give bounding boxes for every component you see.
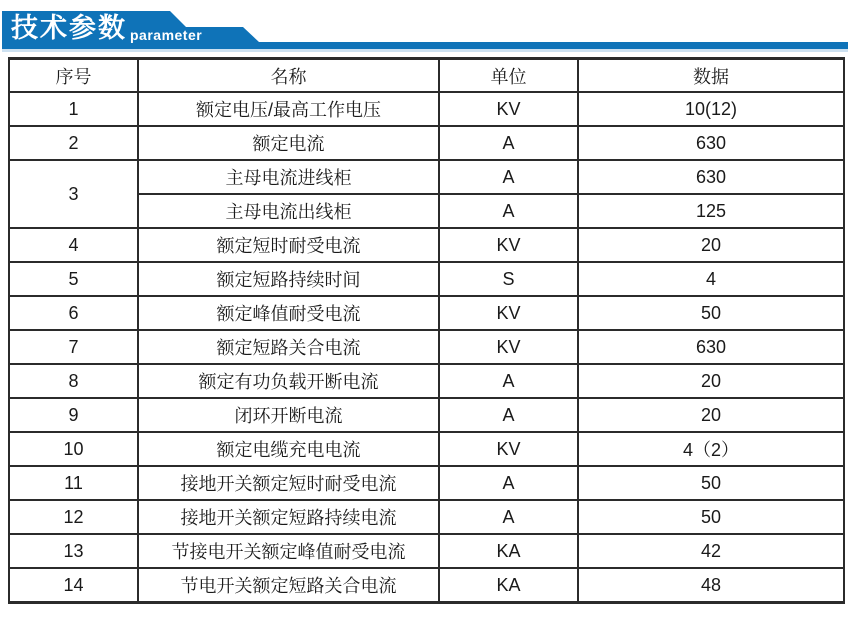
row-number-cell: 12: [9, 500, 138, 534]
row-number-cell: 4: [9, 228, 138, 262]
unit-cell: KA: [439, 534, 578, 568]
table-row: [9, 364, 844, 398]
row-number-cell: 11: [9, 466, 138, 500]
value-cell: 20: [578, 364, 844, 398]
row-number-cell: 9: [9, 398, 138, 432]
unit-cell: KV: [439, 296, 578, 330]
param-name-cell: 额定短路关合电流: [138, 330, 439, 364]
param-name-cell: 额定峰值耐受电流: [138, 296, 439, 330]
unit-cell: KV: [439, 432, 578, 466]
param-name-cell: 闭环开断电流: [138, 398, 439, 432]
banner-light-underline: [2, 49, 848, 52]
param-name-cell: 额定电缆充电电流: [138, 432, 439, 466]
header-cell-no: 序号: [9, 59, 138, 93]
table-row: [9, 92, 844, 126]
table-row: [9, 534, 844, 568]
row-number-cell: 8: [9, 364, 138, 398]
section-subtitle: parameter: [130, 27, 203, 43]
param-name-cell: 额定有功负载开断电流: [138, 364, 439, 398]
value-cell: 20: [578, 398, 844, 432]
unit-cell: A: [439, 398, 578, 432]
unit-cell: KV: [439, 92, 578, 126]
value-cell: 630: [578, 160, 844, 194]
header-cell-value: 数据: [578, 59, 844, 93]
technical-parameters-table: [8, 57, 845, 604]
table-row: [9, 432, 844, 466]
unit-cell: A: [439, 500, 578, 534]
value-cell: 4: [578, 262, 844, 296]
section-title: 技术参数: [11, 13, 127, 43]
unit-cell: A: [439, 364, 578, 398]
param-name-cell: 节接电开关额定峰值耐受电流: [138, 534, 439, 568]
value-cell: 630: [578, 126, 844, 160]
param-name-cell: 接地开关额定短路持续电流: [138, 500, 439, 534]
row-number-cell: 2: [9, 126, 138, 160]
unit-cell: S: [439, 262, 578, 296]
row-number-cell: 7: [9, 330, 138, 364]
value-cell: 50: [578, 500, 844, 534]
param-name-cell: 主母电流出线柜: [138, 194, 439, 228]
value-cell: 20: [578, 228, 844, 262]
table-row: [9, 262, 844, 296]
value-cell: 4（2）: [578, 432, 844, 466]
param-name-cell: 额定电流: [138, 126, 439, 160]
value-cell: 125: [578, 194, 844, 228]
table-row: [9, 228, 844, 262]
value-cell: 42: [578, 534, 844, 568]
section-header-banner: [0, 0, 850, 54]
param-name-cell: 接地开关额定短时耐受电流: [138, 466, 439, 500]
value-cell: 630: [578, 330, 844, 364]
param-name-cell: 额定短时耐受电流: [138, 228, 439, 262]
value-cell: 50: [578, 296, 844, 330]
header-cell-unit: 单位: [439, 59, 578, 93]
unit-cell: A: [439, 194, 578, 228]
row-number-cell: 1: [9, 92, 138, 126]
unit-cell: KA: [439, 568, 578, 603]
value-cell: 48: [578, 568, 844, 603]
table-row: [9, 296, 844, 330]
row-number-cell: 14: [9, 568, 138, 603]
table-header-row: [9, 59, 844, 93]
row-number-cell: 13: [9, 534, 138, 568]
row-number-cell: 5: [9, 262, 138, 296]
table-row: [9, 466, 844, 500]
param-name-cell: 主母电流进线柜: [138, 160, 439, 194]
unit-cell: A: [439, 466, 578, 500]
banner-ribbon-shape: [0, 0, 850, 54]
row-number-cell: 10: [9, 432, 138, 466]
value-cell: 10(12): [578, 92, 844, 126]
param-name-cell: 额定电压/最高工作电压: [138, 92, 439, 126]
param-name-cell: 节电开关额定短路关合电流: [138, 568, 439, 603]
unit-cell: A: [439, 160, 578, 194]
table-row: [9, 160, 844, 194]
table-row: [9, 330, 844, 364]
header-cell-name: 名称: [138, 59, 439, 93]
table-row: [9, 500, 844, 534]
table-row: [9, 126, 844, 160]
row-number-cell: 6: [9, 296, 138, 330]
table-row: [9, 398, 844, 432]
unit-cell: KV: [439, 228, 578, 262]
value-cell: 50: [578, 466, 844, 500]
unit-cell: KV: [439, 330, 578, 364]
row-number-cell-merged: 3: [9, 160, 138, 228]
unit-cell: A: [439, 126, 578, 160]
table-row: [9, 568, 844, 603]
param-name-cell: 额定短路持续时间: [138, 262, 439, 296]
